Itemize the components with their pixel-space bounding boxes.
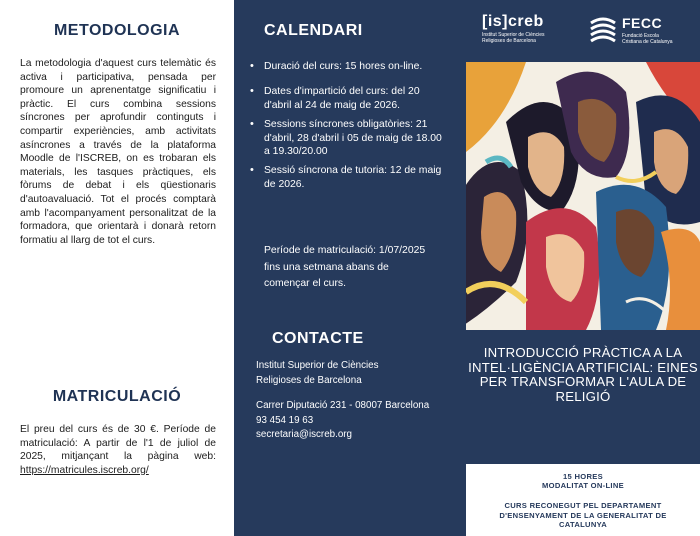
course-mode: MODALITAT ON-LINE	[541, 481, 624, 490]
metodologia-title: METODOLOGIA	[53, 22, 181, 39]
calendari-title: CALENDARI	[264, 22, 363, 39]
bullet-icon: •	[250, 85, 254, 98]
contact-institution: Institut Superior de Ciències Religioses de Barcelona	[256, 360, 379, 386]
course-hours: 15 HORES	[563, 472, 603, 481]
bullet-icon: •	[250, 118, 254, 131]
contact-email[interactable]: secretaria@iscreb.org	[256, 429, 352, 440]
list-item: • Sessions síncrones obligatòries: 21 d'abril, 28 d'abril i 05 de maig de 18.00 a 19.30/20.00	[250, 118, 442, 158]
matriculacio-body	[20, 423, 216, 477]
bullet-icon: •	[250, 164, 254, 177]
cover-panel	[466, 0, 700, 536]
cover-illustration	[466, 62, 700, 330]
left-panel	[0, 0, 234, 536]
metodologia-body: La metodologia d'aquest curs telemàtic és activa i participativa, pensada per promoure un aprenentatge significatiu i pràctic. El curs combina sessions síncrones per aprofundir continguts i compartir experiències, amb activitats asíncrones a través de la plataforma Moodle de l'ISCREB, on es trobaran els materials, les tasques pràctiques, els fòrums de debat i els qüestionaris d'autoavaluació. Tot el procés comptarà amb l'acompanyament personalitzat de la formadora, que orientarà i donarà retorn formatiu al llarg de tot el curs.	[20, 58, 216, 246]
list-item: • Sessió síncrona de tutoria: 12 de maig de 2026.	[250, 164, 442, 190]
contact-details	[256, 399, 451, 443]
iscreb-logo: [is]creb Institut Superior de Ciències Religioses de Barcelona	[482, 13, 545, 44]
calendari-list	[250, 60, 448, 203]
course-info-box	[466, 464, 700, 536]
matriculacio-title: MATRICULACIÓ	[52, 388, 182, 405]
fecc-logo: FECC Fundació Escola Cristiana de Catalunya	[588, 15, 690, 51]
contact-address: Carrer Diputació 231 - 08007 Barcelona	[256, 400, 430, 411]
contact-phone[interactable]: 93 454 19 63	[256, 414, 314, 426]
bullet-icon: •	[250, 60, 254, 72]
matriculacio-period: Període de matriculació: 1/07/2025 fins una setmana abans de començar el curs.	[264, 245, 426, 289]
matriculacio-link[interactable]: https://matricules.iscreb.org/	[20, 464, 149, 476]
middle-panel	[234, 0, 466, 536]
diverse-faces-illustration	[466, 62, 700, 330]
fecc-emblem-icon	[588, 15, 618, 45]
matriculacio-text: El preu del curs és de 30 €. Període de matriculació: A partir de l'1 de juliol de 2025, mitjançant la pàgina web:	[20, 424, 216, 463]
contacte-title: CONTACTE	[272, 330, 364, 347]
list-item: • Dates d'impartició del curs: del 20 d'abril al 24 de maig de 2026.	[250, 85, 420, 111]
course-title: INTRODUCCIÓ PRÀCTICA A LA INTEL·LIGÈNCIA ARTIFICIAL: EINES PER TRANSFORMAR L'AULA DE RELIGIÓ	[468, 345, 698, 404]
list-item: • Duració del curs: 15 hores on-line.	[250, 60, 423, 72]
course-recognition: CURS RECONEGUT PEL DEPARTAMENT D'ENSENYAMENT DE LA GENERALITAT DE CATALUNYA	[499, 501, 667, 529]
